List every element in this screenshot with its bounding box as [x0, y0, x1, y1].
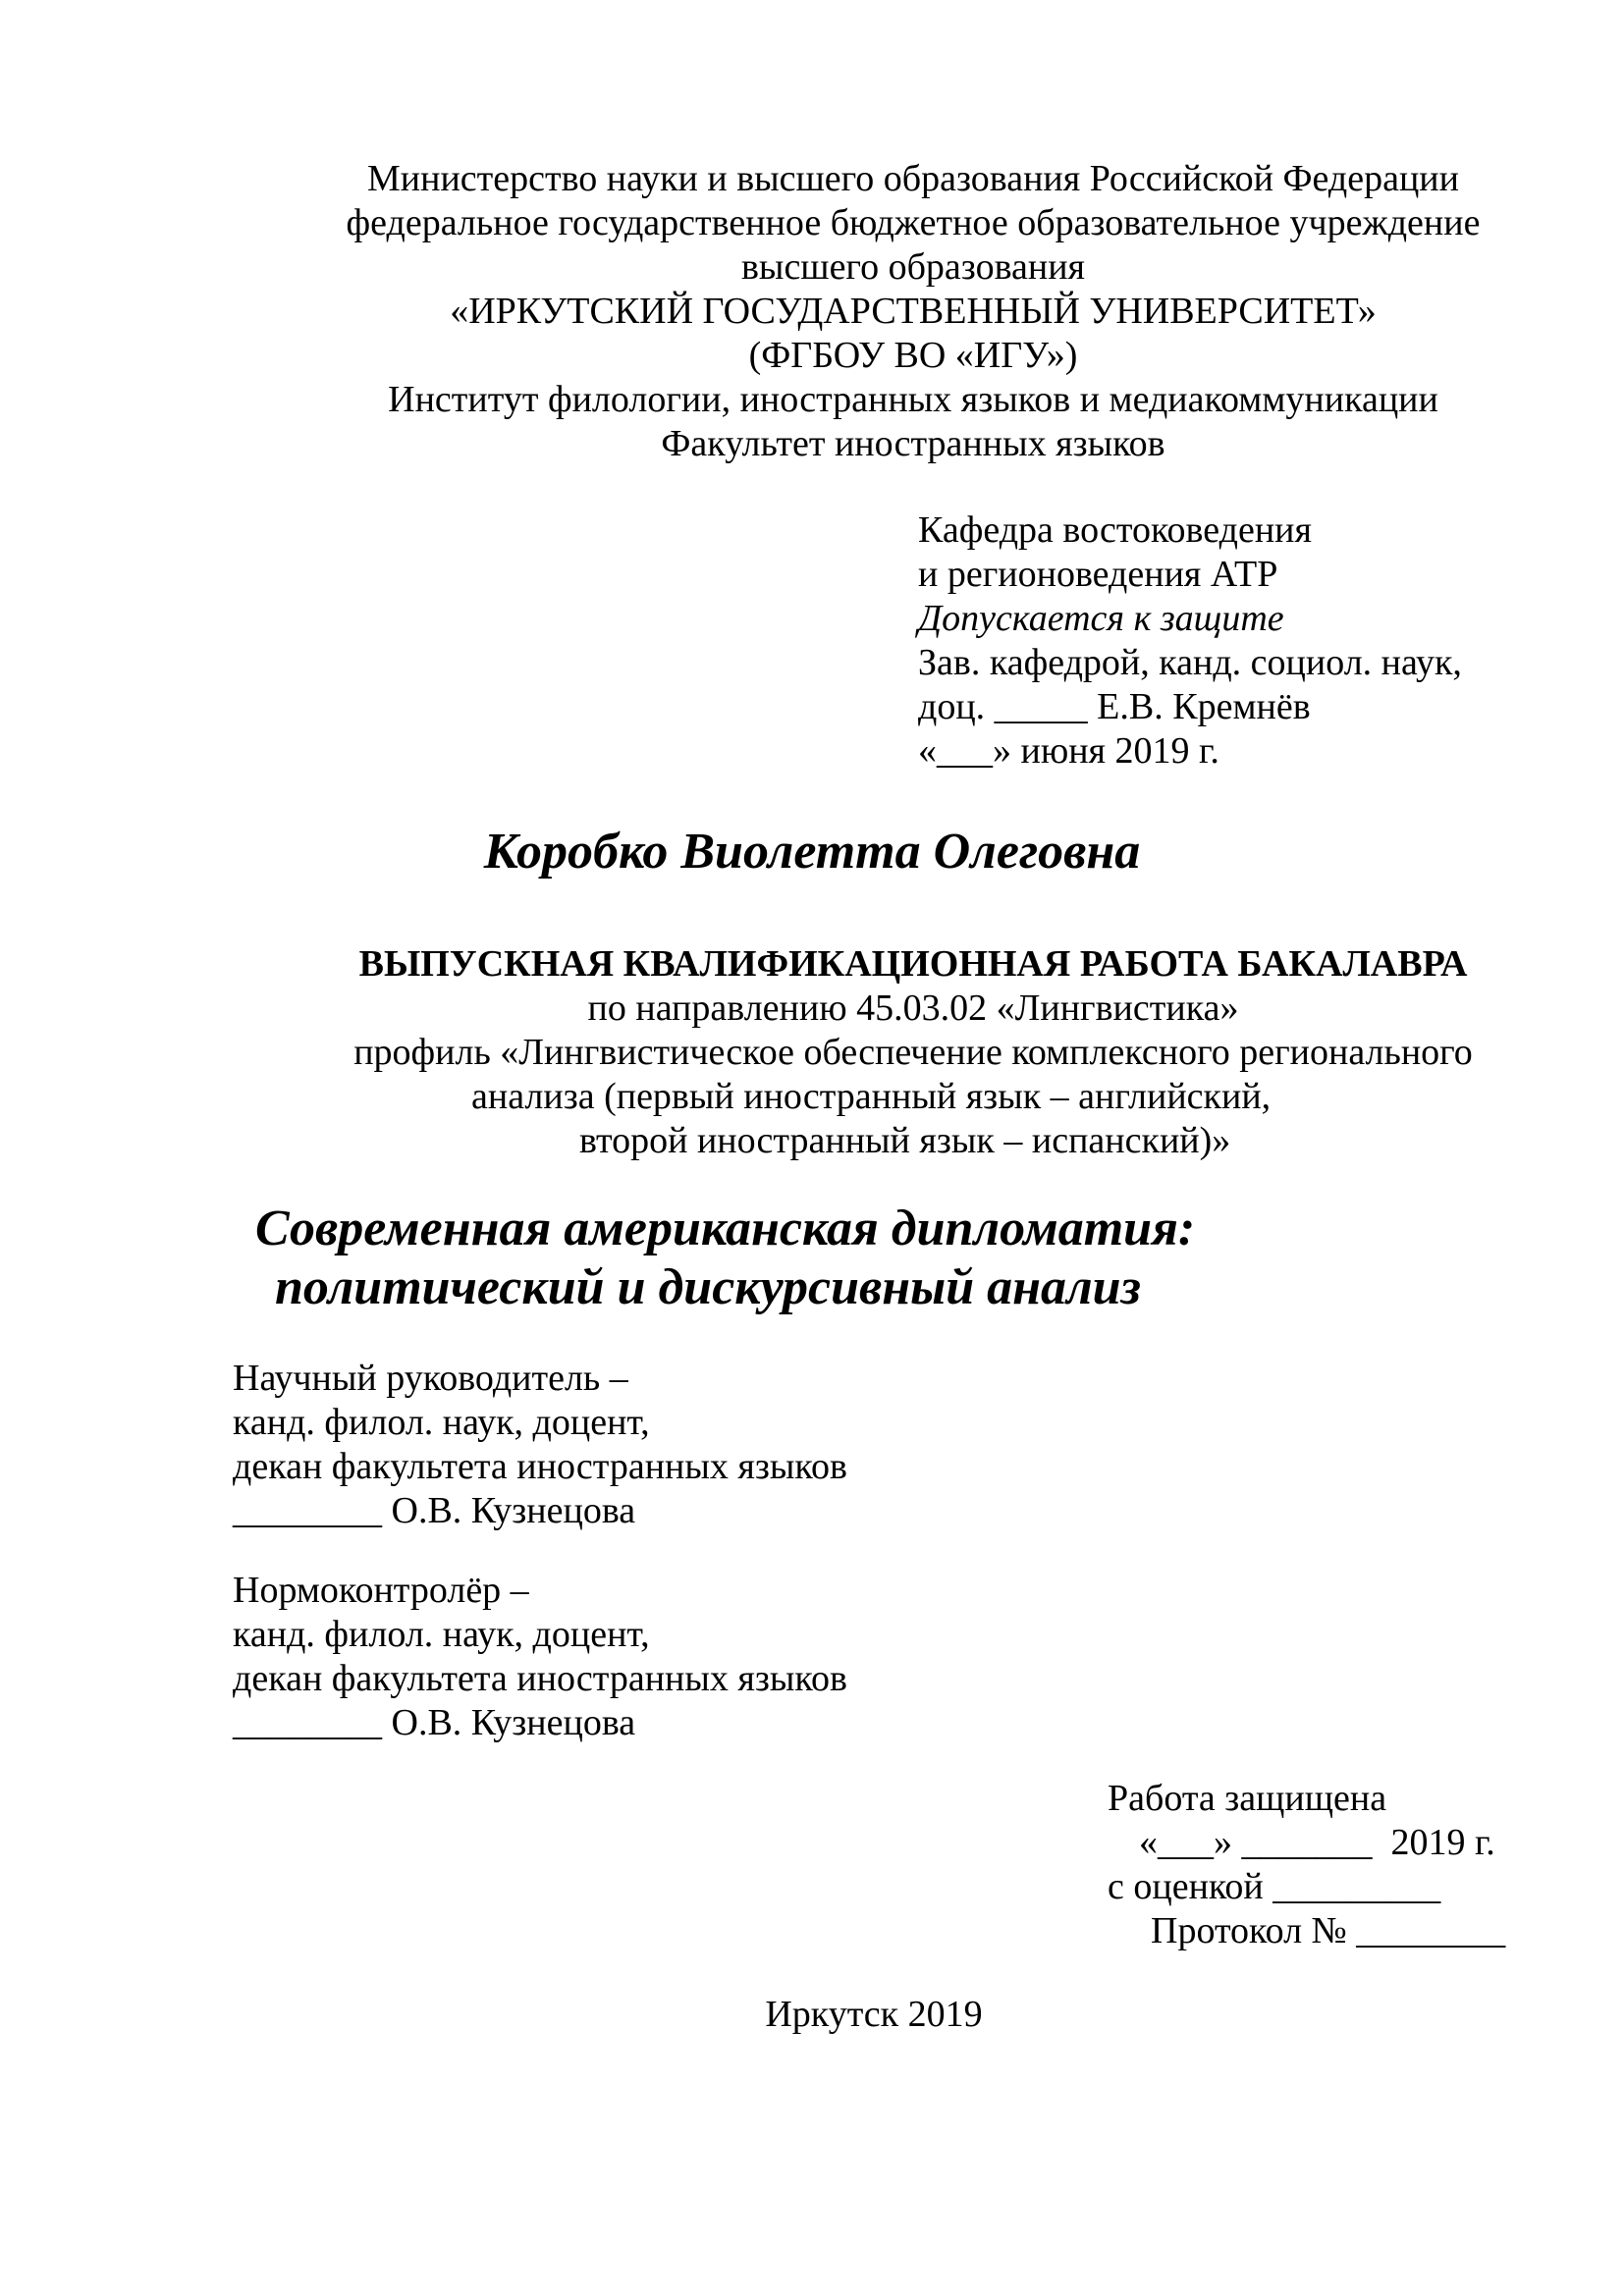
admission-date: «___» июня 2019 г.	[918, 730, 1219, 772]
normcontrol-block	[233, 1569, 1116, 1745]
supervisor-signature: ________ О.В. Кузнецова	[233, 1490, 636, 1531]
defense-status: Работа защищена	[1108, 1778, 1387, 1819]
normcontrol-position: декан факультета иностранных языков	[233, 1658, 847, 1699]
thesis-title-line1: Современная американская дипломатия:	[255, 1201, 1196, 1256]
university-name-line: «ИРКУТСКИЙ ГОСУДАРСТВЕННЫЙ УНИВЕРСИТЕТ»	[450, 291, 1377, 332]
ministry-line: Министерство науки и высшего образования Российской Федерации	[367, 158, 1459, 199]
institution-type-line: федеральное государственное бюджетное образовательное учреждение	[346, 202, 1481, 243]
defense-date: «___» _______ 2019 г.	[1139, 1822, 1495, 1863]
city-year: Иркутск 2019	[765, 1994, 983, 2035]
profile-line2: анализа (первый иностранный язык – английский,	[471, 1076, 1272, 1117]
department-name-line2: и регионоведения АТР	[918, 554, 1278, 595]
institute-line: Институт филологии, иностранных языков и медиакоммуникации	[388, 379, 1438, 420]
normcontrol-degree: канд. филол. наук, доцент,	[233, 1614, 650, 1655]
defense-block	[1108, 1777, 1559, 1953]
supervisor-degree: канд. филол. наук, доцент,	[233, 1402, 650, 1443]
normcontrol-role: Нормоконтролёр –	[233, 1570, 529, 1611]
thesis-title-line2: политический и дискурсивный анализ	[275, 1259, 1141, 1315]
supervisor-position: декан факультета иностранных языков	[233, 1446, 847, 1487]
student-name: Коробко Виолетта Олеговна	[483, 824, 1141, 880]
work-type-block	[295, 942, 1532, 1163]
department-name-line1: Кафедра востоковедения	[918, 509, 1312, 551]
supervisor-role: Научный руководитель –	[233, 1358, 628, 1399]
thesis-title	[255, 1200, 1492, 1317]
defense-protocol: Протокол № ________	[1151, 1910, 1506, 1951]
education-level-line: высшего образования	[740, 246, 1086, 288]
admission-note: Допускается к защите	[918, 598, 1284, 639]
department-block	[918, 508, 1546, 774]
university-abbrev-line: (ФГБОУ ВО «ИГУ»)	[748, 335, 1078, 376]
normcontrol-signature: ________ О.В. Кузнецова	[233, 1702, 636, 1743]
header-block	[295, 157, 1532, 466]
study-direction: по направлению 45.03.02 «Лингвистика»	[587, 988, 1239, 1029]
work-type-title: ВЫПУСКНАЯ КВАЛИФИКАЦИОННАЯ РАБОТА БАКАЛАВРА	[358, 943, 1468, 985]
supervisor-block	[233, 1357, 1116, 1533]
profile-line3: второй иностранный язык – испанский)»	[579, 1120, 1231, 1161]
department-head-title: Зав. кафедрой, канд. социол. наук,	[918, 642, 1462, 683]
department-head-signature: доц. _____ Е.В. Кремнёв	[918, 686, 1311, 727]
defense-grade: с оценкой _________	[1108, 1866, 1441, 1907]
faculty-line: Факультет иностранных языков	[661, 423, 1165, 464]
profile-line1: профиль «Лингвистическое обеспечение комплексного регионального	[353, 1032, 1473, 1073]
